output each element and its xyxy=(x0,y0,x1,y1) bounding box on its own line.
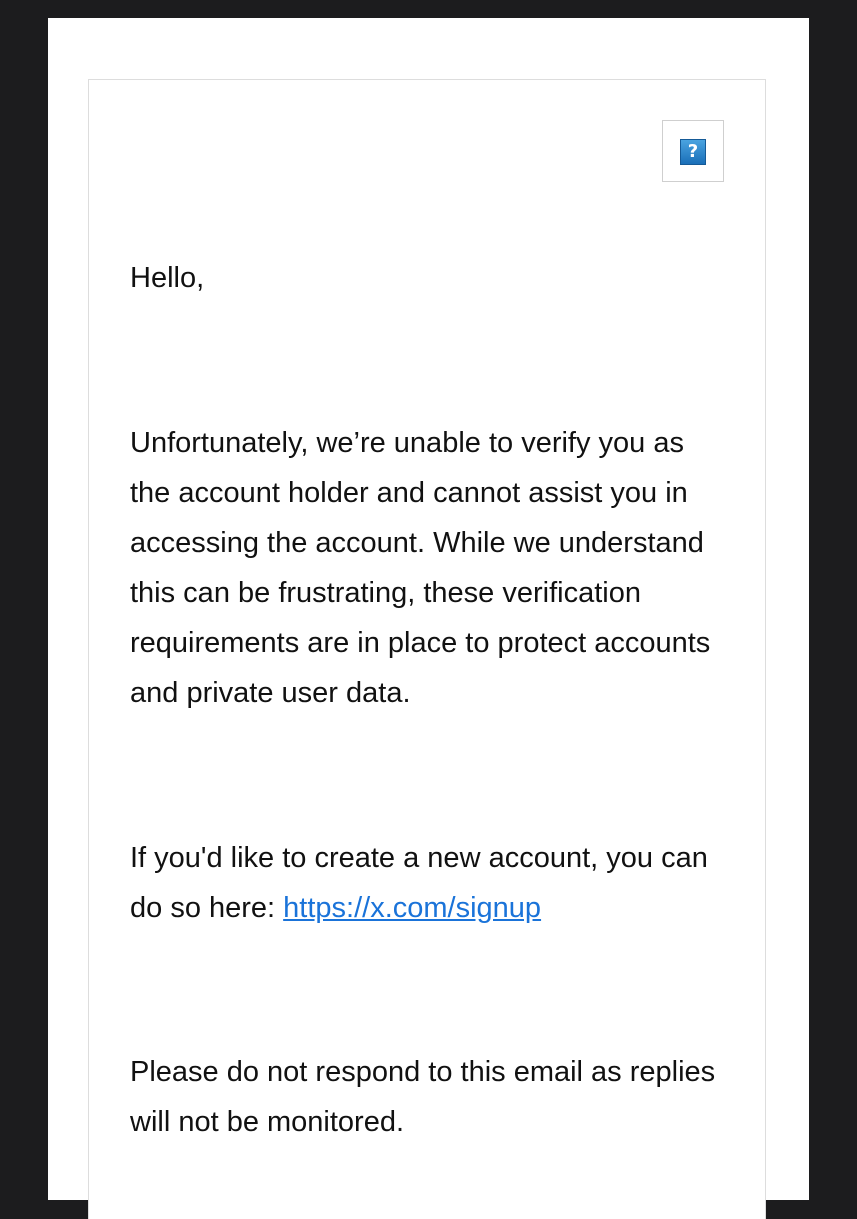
broken-image-placeholder xyxy=(662,120,724,182)
email-card xyxy=(88,79,766,1219)
verification-message: Unfortunately, we’re unable to verify you as the account holder and cannot assist you in accessing the account. While we understand this can be frustrating, these verification requirements are in place to protect accounts and private user data. xyxy=(130,427,711,709)
new-account-message-text: If you'd like to create a new account, you can do so here: xyxy=(130,842,708,924)
question-mark-icon: ? xyxy=(680,139,706,165)
no-reply-notice: Please do not respond to this email as replies will not be monitored. xyxy=(130,1056,716,1138)
email-page xyxy=(48,18,809,1200)
new-account-message xyxy=(130,833,730,933)
signup-link[interactable]: https://x.com/signup xyxy=(283,892,542,924)
greeting-text: Hello, xyxy=(130,262,205,294)
